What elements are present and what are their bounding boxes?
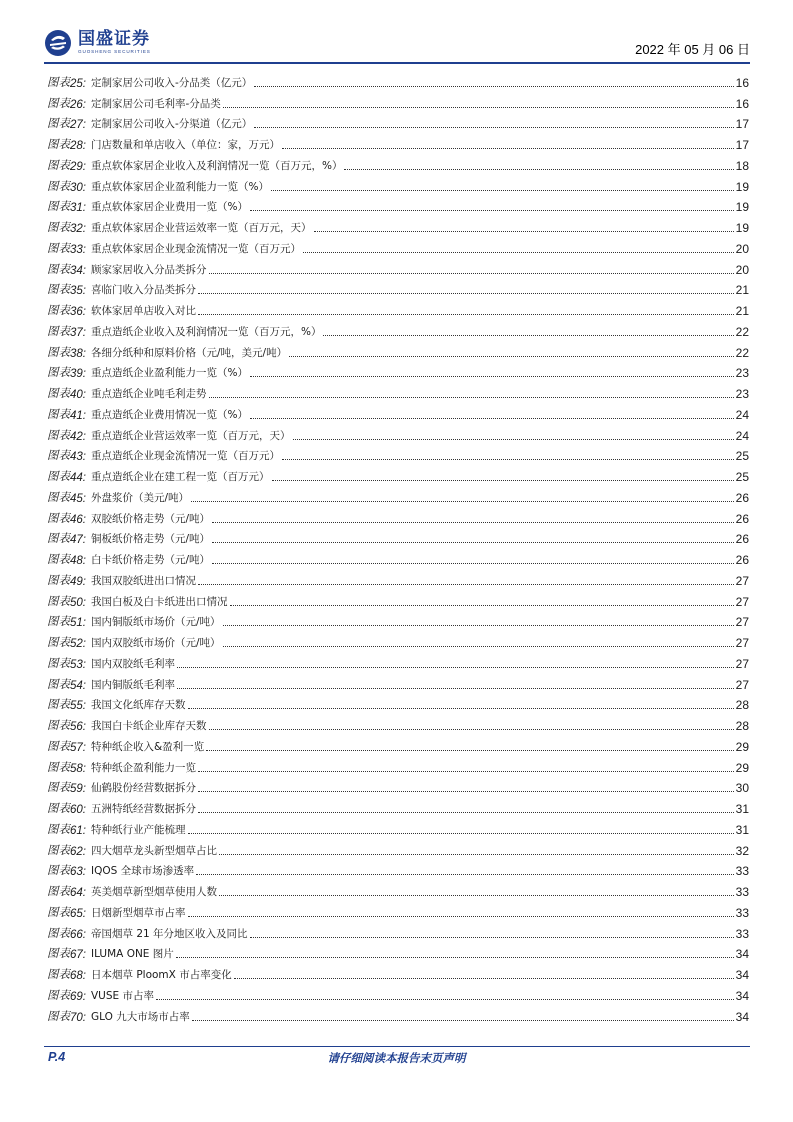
toc-figure-label: 图表 xyxy=(47,95,70,110)
toc-figure-number: 33: xyxy=(70,243,86,256)
toc-item[interactable] xyxy=(47,795,749,816)
toc-figure-title: 顾家家居收入分品类拆分 xyxy=(91,263,207,276)
toc-leader-dots xyxy=(196,874,734,875)
toc-figure-title: 定制家居公司收入-分渠道（亿元） xyxy=(91,118,253,131)
toc-page-number: 33 xyxy=(735,926,749,941)
toc-item[interactable] xyxy=(47,235,749,256)
toc-figure-label: 图表 xyxy=(47,987,70,1002)
toc-figure-title: 我国双胶纸进出口情况 xyxy=(91,574,196,587)
toc-figure-title: 五洲特纸经营数据拆分 xyxy=(91,803,196,815)
toc-figure-title: 重点软体家居企业营运效率一览（百万元，天） xyxy=(91,222,312,234)
toc-figure-number: 29: xyxy=(70,160,86,173)
toc-figure-number: 59: xyxy=(70,783,86,796)
toc-page-number: 28 xyxy=(735,719,749,733)
toc-figure-title: 日本烟草 PloomX 市占率变化 xyxy=(91,969,232,981)
toc-figure-title: 重点造纸企业在建工程一览（百万元） xyxy=(91,471,270,483)
toc-figure-title: 我国文化纸库存天数 xyxy=(91,699,186,712)
toc-item[interactable] xyxy=(47,837,749,858)
toc-item[interactable] xyxy=(47,505,749,526)
toc-item[interactable] xyxy=(47,733,749,754)
toc-figure-number: 56: xyxy=(70,721,86,733)
toc-item[interactable] xyxy=(47,858,749,879)
toc-figure-label: 图表 xyxy=(47,1008,70,1023)
toc-item[interactable] xyxy=(47,920,749,941)
toc-item[interactable] xyxy=(47,443,749,464)
toc-leader-dots xyxy=(254,86,733,87)
toc-leader-dots xyxy=(223,646,734,647)
toc-leader-dots xyxy=(198,791,734,792)
toc-figure-label: 图表 xyxy=(47,406,70,421)
toc-figure-title: 仙鹤股份经营数据拆分 xyxy=(91,782,196,795)
toc-leader-dots xyxy=(250,210,734,211)
toc-figure-title: 英美烟草新型烟草使用人数 xyxy=(91,886,217,898)
toc-item[interactable] xyxy=(47,69,749,90)
toc-item[interactable] xyxy=(47,878,749,899)
toc-leader-dots xyxy=(250,937,734,938)
toc-figure-number: 34: xyxy=(70,264,86,277)
toc-figure-title: 外盘浆价（美元/吨） xyxy=(91,491,190,504)
toc-leader-dots xyxy=(282,459,734,460)
toc-figure-number: 43: xyxy=(70,451,86,464)
toc-leader-dots xyxy=(176,957,734,958)
toc-page-number: 28 xyxy=(735,698,749,713)
toc-figure-number: 44: xyxy=(70,472,86,484)
toc-figure-title: 特种纸企收入&盈利一览 xyxy=(91,740,205,753)
toc-leader-dots xyxy=(323,335,733,336)
toc-figure-number: 38: xyxy=(70,347,86,360)
toc-figure-number: 31: xyxy=(70,202,86,215)
toc-figure-title: 重点造纸企业盈利能力一览（%） xyxy=(91,367,248,380)
toc-page-number: 26 xyxy=(735,553,749,567)
toc-item[interactable] xyxy=(47,754,749,775)
toc-page-number: 33 xyxy=(735,864,749,879)
toc-figure-label: 图表 xyxy=(47,74,70,89)
toc-leader-dots xyxy=(271,190,734,191)
toc-leader-dots xyxy=(250,376,734,377)
toc-figure-number: 32: xyxy=(70,223,86,235)
toc-item[interactable] xyxy=(47,484,749,505)
toc-figure-label: 图表 xyxy=(47,572,70,587)
toc-item[interactable] xyxy=(47,318,749,339)
toc-figure-title: 帝国烟草 21 年分地区收入及同比 xyxy=(91,927,248,940)
toc-figure-title: 特种纸企盈利能力一览 xyxy=(91,761,196,774)
toc-item[interactable] xyxy=(47,297,749,318)
toc-page-number: 31 xyxy=(735,802,749,816)
toc-page-number: 25 xyxy=(735,449,749,464)
toc-figure-label: 图表 xyxy=(47,614,70,629)
toc-item[interactable] xyxy=(47,982,749,1003)
toc-page-number: 32 xyxy=(735,843,749,858)
toc-item[interactable] xyxy=(47,111,749,132)
toc-item[interactable] xyxy=(47,961,749,982)
toc-leader-dots xyxy=(303,252,734,253)
toc-figure-label: 图表 xyxy=(47,510,70,525)
toc-figure-title: 定制家居公司毛利率-分品类 xyxy=(91,97,221,110)
toc-leader-dots xyxy=(344,169,733,170)
toc-leader-dots xyxy=(206,750,733,751)
toc-figure-label: 图表 xyxy=(47,220,70,234)
brand-name-en: GUOSHENG SECURITIES xyxy=(78,49,151,55)
toc-page-number: 24 xyxy=(735,407,749,422)
toc-figure-label: 图表 xyxy=(47,738,70,753)
toc-leader-dots xyxy=(254,127,733,128)
toc-figure-label: 图表 xyxy=(47,946,70,961)
toc-figure-label: 图表 xyxy=(47,303,70,317)
toc-item[interactable] xyxy=(47,422,749,443)
toc-figure-number: 35: xyxy=(70,285,86,298)
toc-figure-label: 图表 xyxy=(47,884,70,898)
toc-item[interactable] xyxy=(47,380,749,401)
toc-figure-number: 37: xyxy=(70,326,86,339)
toc-leader-dots xyxy=(219,895,734,896)
toc-figure-label: 图表 xyxy=(47,635,70,649)
toc-page-number: 17 xyxy=(735,138,749,152)
toc-figure-title: 重点软体家居企业收入及利润情况一览（百万元，%） xyxy=(91,159,343,172)
toc-figure-number: 42: xyxy=(70,430,86,443)
toc-leader-dots xyxy=(223,625,734,626)
toc-item[interactable] xyxy=(47,546,749,567)
toc-item[interactable] xyxy=(47,401,749,422)
toc-item[interactable] xyxy=(47,152,749,173)
toc-figure-number: 47: xyxy=(70,534,86,547)
toc-figure-number: 39: xyxy=(70,368,86,381)
toc-item[interactable] xyxy=(47,692,749,713)
toc-figure-number: 51: xyxy=(70,617,86,630)
toc-page-number: 31 xyxy=(735,822,749,837)
toc-leader-dots xyxy=(212,522,734,523)
toc-item[interactable] xyxy=(47,339,749,360)
toc-figure-title: ILUMA ONE 图片 xyxy=(91,948,174,961)
toc-item[interactable] xyxy=(47,775,749,796)
toc-leader-dots xyxy=(177,688,734,689)
toc-figure-title: 国内铜版纸市场价（元/吨） xyxy=(91,616,221,629)
toc-page-number: 18 xyxy=(735,158,749,173)
toc-page-number: 26 xyxy=(735,532,749,547)
toc-figure-label: 图表 xyxy=(47,469,70,483)
toc-item[interactable] xyxy=(47,131,749,152)
toc-figure-number: 63: xyxy=(70,866,86,879)
toc-figure-number: 64: xyxy=(70,887,86,899)
footer-disclaimer: 请仔细阅读本报告末页声明 xyxy=(327,1051,466,1065)
toc-figure-label: 图表 xyxy=(47,157,70,172)
toc-item[interactable] xyxy=(47,816,749,837)
toc-page-number: 30 xyxy=(735,781,749,796)
toc-leader-dots xyxy=(198,584,734,585)
toc-page-number: 22 xyxy=(735,345,749,360)
report-date: 2022 年 05 月 06 日 xyxy=(635,42,750,57)
toc-leader-dots xyxy=(282,148,734,149)
toc-page-number: 23 xyxy=(735,387,749,401)
toc-figure-label: 图表 xyxy=(47,676,70,691)
toc-item[interactable] xyxy=(47,712,749,733)
toc-figure-number: 27: xyxy=(70,119,86,132)
toc-figure-number: 46: xyxy=(70,513,86,526)
toc-figure-label: 图表 xyxy=(47,323,70,338)
toc-figure-number: 45: xyxy=(70,492,86,505)
toc-page-number: 19 xyxy=(735,221,749,235)
toc-leader-dots xyxy=(209,273,734,274)
toc-page-number: 23 xyxy=(735,366,749,381)
toc-page-number: 33 xyxy=(735,885,749,899)
toc-figure-number: 52: xyxy=(70,638,86,650)
toc-figure-number: 50: xyxy=(70,596,86,609)
toc-figure-label: 图表 xyxy=(47,759,70,774)
toc-figure-label: 图表 xyxy=(47,904,70,919)
toc-figure-title: GLO 九大市场市占率 xyxy=(91,1010,190,1023)
toc-figure-title: 重点软体家居企业盈利能力一览（%） xyxy=(91,180,269,193)
toc-figure-label: 图表 xyxy=(47,863,70,878)
toc-page-number: 27 xyxy=(735,677,749,692)
toc-figure-label: 图表 xyxy=(47,967,70,981)
toc-figure-label: 图表 xyxy=(47,801,70,815)
toc-page-number: 26 xyxy=(735,490,749,505)
toc-leader-dots xyxy=(188,833,734,834)
toc-figure-number: 66: xyxy=(70,928,86,941)
toc-figure-title: 我国白卡纸企业库存天数 xyxy=(91,720,207,732)
toc-figure-title: 重点造纸企业营运效率一览（百万元，天） xyxy=(91,429,291,442)
toc-leader-dots xyxy=(188,708,734,709)
toc-figure-label: 图表 xyxy=(47,282,70,297)
toc-figure-title: 日烟新型烟草市占率 xyxy=(91,906,186,919)
toc-figure-number: 53: xyxy=(70,658,86,671)
toc-leader-dots xyxy=(177,667,734,668)
toc-page-number: 19 xyxy=(735,179,749,194)
toc-page-number: 29 xyxy=(735,739,749,754)
toc-page-number: 22 xyxy=(735,324,749,339)
toc-figure-title: 国内铜版纸毛利率 xyxy=(91,678,175,691)
toc-figure-number: 40: xyxy=(70,389,86,401)
toc-figure-number: 49: xyxy=(70,575,86,588)
toc-leader-dots xyxy=(234,978,734,979)
toc-page-number: 26 xyxy=(735,511,749,526)
toc-page-number: 21 xyxy=(735,283,749,298)
toc-page-number: 34 xyxy=(735,947,749,962)
toc-page-number: 29 xyxy=(735,760,749,775)
toc-leader-dots xyxy=(156,999,734,1000)
toc-page-number: 16 xyxy=(735,75,749,90)
toc-item[interactable] xyxy=(47,194,749,215)
toc-figure-title: 重点造纸企业费用情况一览（%） xyxy=(91,408,248,421)
toc-figure-number: 60: xyxy=(70,804,86,816)
toc-figure-title: 特种纸行业产能梳理 xyxy=(91,823,186,836)
toc-leader-dots xyxy=(198,812,734,813)
toc-leader-dots xyxy=(209,397,734,398)
toc-figure-title: 我国白板及白卡纸进出口情况 xyxy=(91,595,228,608)
toc-leader-dots xyxy=(212,563,734,564)
toc-item[interactable] xyxy=(47,629,749,650)
toc-figure-title: 门店数量和单店收入（单位：家，万元） xyxy=(91,139,280,151)
toc-item[interactable] xyxy=(47,90,749,111)
toc-leader-dots xyxy=(230,605,734,606)
toc-leader-dots xyxy=(198,314,734,315)
toc-page-number: 27 xyxy=(735,615,749,630)
toc-figure-number: 61: xyxy=(70,824,86,837)
toc-figure-label: 图表 xyxy=(47,137,70,151)
toc-figure-number: 28: xyxy=(70,140,86,152)
toc-figure-title: 喜临门收入分品类拆分 xyxy=(91,284,196,297)
toc-item[interactable] xyxy=(47,650,749,671)
toc-leader-dots xyxy=(191,501,734,502)
toc-figure-label: 图表 xyxy=(47,489,70,504)
toc-figure-title: 铜板纸价格走势（元/吨） xyxy=(91,533,211,546)
toc-figure-label: 图表 xyxy=(47,178,70,193)
toc-item[interactable] xyxy=(47,1003,749,1024)
toc-item[interactable] xyxy=(47,609,749,630)
brand-name-cn: 国盛证券 xyxy=(78,29,150,50)
toc-figure-number: 67: xyxy=(70,949,86,962)
toc-figure-title: 双胶纸价格走势（元/吨） xyxy=(91,512,211,525)
toc-figure-label: 图表 xyxy=(47,344,70,359)
toc-figure-number: 65: xyxy=(70,907,86,920)
toc-figure-number: 30: xyxy=(70,181,86,194)
toc-page-number: 27 xyxy=(735,636,749,650)
toc-leader-dots xyxy=(293,439,734,440)
figure-index-list xyxy=(47,69,749,1024)
toc-figure-title: 重点造纸企业现金流情况一览（百万元） xyxy=(91,450,280,463)
toc-page-number: 16 xyxy=(735,96,749,111)
header-divider xyxy=(44,62,750,64)
toc-figure-title: 定制家居公司收入-分品类（亿元） xyxy=(91,76,253,89)
toc-figure-label: 图表 xyxy=(47,593,70,608)
toc-figure-title: 白卡纸价格走势（元/吨） xyxy=(91,554,211,566)
toc-item[interactable] xyxy=(47,277,749,298)
footer-divider xyxy=(44,1046,750,1047)
toc-page-number: 17 xyxy=(735,117,749,132)
toc-figure-label: 图表 xyxy=(47,821,70,836)
toc-figure-number: 41: xyxy=(70,409,86,422)
toc-figure-label: 图表 xyxy=(47,427,70,442)
toc-figure-title: 四大烟草龙头新型烟草占比 xyxy=(91,844,217,857)
toc-item[interactable] xyxy=(47,941,749,962)
toc-page-number: 24 xyxy=(735,428,749,443)
toc-figure-label: 图表 xyxy=(47,448,70,463)
toc-item[interactable] xyxy=(47,256,749,277)
toc-page-number: 27 xyxy=(735,573,749,588)
toc-leader-dots xyxy=(198,771,734,772)
toc-figure-label: 图表 xyxy=(47,365,70,380)
toc-leader-dots xyxy=(192,1020,734,1021)
toc-page-number: 34 xyxy=(735,968,749,982)
toc-figure-number: 25: xyxy=(70,77,86,90)
toc-figure-title: 各细分纸种和原料价格（元/吨，美元/吨） xyxy=(91,346,288,359)
toc-figure-label: 图表 xyxy=(47,116,70,131)
toc-figure-title: 重点软体家居企业现金流情况一览（百万元） xyxy=(91,242,301,255)
toc-leader-dots xyxy=(212,542,734,543)
toc-leader-dots xyxy=(188,916,734,917)
toc-figure-label: 图表 xyxy=(47,199,70,214)
toc-leader-dots xyxy=(272,480,734,481)
toc-leader-dots xyxy=(198,293,734,294)
toc-leader-dots xyxy=(289,356,734,357)
toc-figure-number: 62: xyxy=(70,845,86,858)
toc-figure-label: 图表 xyxy=(47,718,70,732)
toc-figure-label: 图表 xyxy=(47,842,70,857)
toc-figure-label: 图表 xyxy=(47,780,70,795)
toc-figure-number: 26: xyxy=(70,98,86,111)
toc-item[interactable] xyxy=(47,360,749,381)
toc-figure-number: 48: xyxy=(70,555,86,567)
toc-figure-title: 国内双胶纸市场价（元/吨） xyxy=(91,637,221,649)
toc-item[interactable] xyxy=(47,671,749,692)
toc-figure-title: 重点造纸企业收入及利润情况一览（百万元，%） xyxy=(91,325,322,338)
toc-page-number: 20 xyxy=(735,241,749,256)
toc-figure-title: 重点软体家居企业费用一览（%） xyxy=(91,201,248,214)
toc-item[interactable] xyxy=(47,588,749,609)
toc-figure-title: 国内双胶纸毛利率 xyxy=(91,657,175,670)
toc-figure-label: 图表 xyxy=(47,552,70,566)
toc-page-number: 33 xyxy=(735,905,749,920)
toc-item[interactable] xyxy=(47,463,749,484)
brand-logo xyxy=(44,26,151,60)
toc-figure-number: 70: xyxy=(70,1011,86,1024)
toc-figure-number: 54: xyxy=(70,679,86,692)
toc-figure-title: 重点造纸企业吨毛利走势 xyxy=(91,388,207,400)
toc-page-number: 21 xyxy=(735,304,749,318)
page-number: P.4 xyxy=(48,1050,66,1064)
toc-figure-number: 36: xyxy=(70,306,86,318)
toc-figure-number: 58: xyxy=(70,762,86,775)
toc-item[interactable] xyxy=(47,567,749,588)
toc-figure-number: 55: xyxy=(70,700,86,713)
toc-leader-dots xyxy=(314,231,734,232)
toc-figure-number: 68: xyxy=(70,970,86,982)
toc-figure-number: 69: xyxy=(70,990,86,1003)
toc-page-number: 19 xyxy=(735,200,749,215)
toc-page-number: 27 xyxy=(735,594,749,609)
toc-item[interactable] xyxy=(47,526,749,547)
toc-page-number: 20 xyxy=(735,262,749,277)
toc-leader-dots xyxy=(250,418,734,419)
toc-figure-label: 图表 xyxy=(47,531,70,546)
toc-item[interactable] xyxy=(47,899,749,920)
toc-figure-label: 图表 xyxy=(47,925,70,940)
toc-leader-dots xyxy=(209,729,734,730)
guosheng-logo-icon xyxy=(44,29,72,57)
toc-leader-dots xyxy=(219,854,734,855)
toc-item[interactable] xyxy=(47,214,749,235)
toc-page-number: 25 xyxy=(735,470,749,484)
toc-figure-label: 图表 xyxy=(47,697,70,712)
toc-figure-label: 图表 xyxy=(47,655,70,670)
toc-figure-number: 57: xyxy=(70,741,86,754)
toc-figure-label: 图表 xyxy=(47,386,70,400)
toc-figure-title: VUSE 市占率 xyxy=(91,989,155,1002)
page-header xyxy=(44,26,750,60)
toc-figure-label: 图表 xyxy=(47,261,70,276)
toc-figure-label: 图表 xyxy=(47,240,70,255)
toc-figure-title: IQOS 全球市场渗透率 xyxy=(91,865,195,878)
toc-page-number: 34 xyxy=(735,988,749,1003)
toc-leader-dots xyxy=(223,107,734,108)
toc-figure-title: 软体家居单店收入对比 xyxy=(91,305,196,317)
toc-item[interactable] xyxy=(47,173,749,194)
toc-page-number: 34 xyxy=(735,1009,749,1024)
toc-page-number: 27 xyxy=(735,656,749,671)
